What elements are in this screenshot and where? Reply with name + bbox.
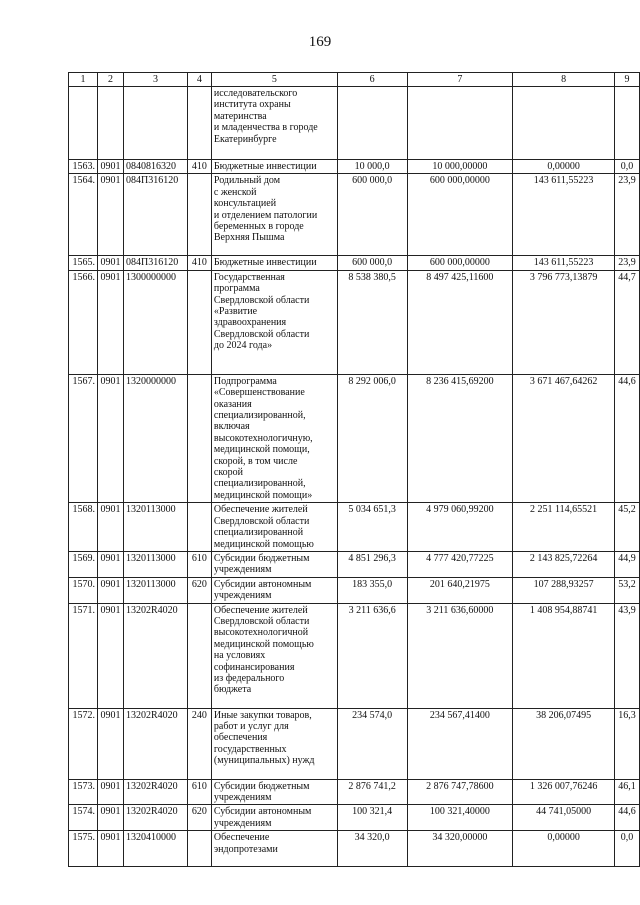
- plan-amount-cell: 2 876 741,2: [337, 779, 407, 805]
- item-name-cell: Субсидии автономным учреждениям: [211, 805, 337, 831]
- target-code-cell: 1320410000: [123, 831, 187, 867]
- plan-amount-cell: 600 000,0: [337, 256, 407, 270]
- section-code-cell: 0901: [97, 174, 123, 256]
- expense-type-cell: 240: [187, 708, 211, 779]
- executed-amount-cell: 1 408 954,88741: [513, 603, 615, 708]
- approved-amount-cell: [407, 87, 513, 160]
- approved-amount-cell: 4 777 420,77225: [407, 551, 513, 577]
- expense-type-cell: 620: [187, 577, 211, 603]
- item-name-cell: Субсидии бюджетным учреждениям: [211, 779, 337, 805]
- percent-cell: [614, 87, 639, 160]
- section-code-cell: 0901: [97, 831, 123, 867]
- column-header-4: 4: [187, 73, 211, 87]
- expense-type-cell: 410: [187, 256, 211, 270]
- row-number-cell: 1565.: [69, 256, 98, 270]
- section-code-cell: 0901: [97, 805, 123, 831]
- approved-amount-cell: 234 567,41400: [407, 708, 513, 779]
- plan-amount-cell: 10 000,0: [337, 160, 407, 174]
- expense-type-cell: 610: [187, 779, 211, 805]
- column-header-9: 9: [614, 73, 639, 87]
- table-row: [69, 256, 640, 270]
- section-code-cell: 0901: [97, 577, 123, 603]
- target-code-cell: 1320113000: [123, 577, 187, 603]
- item-name-cell: Обеспечение эндопротезами: [211, 831, 337, 867]
- plan-amount-cell: 34 320,0: [337, 831, 407, 867]
- target-code-cell: 13202R4020: [123, 805, 187, 831]
- approved-amount-cell: 201 640,21975: [407, 577, 513, 603]
- column-header-8: 8: [513, 73, 615, 87]
- column-header-5: 5: [211, 73, 337, 87]
- expense-type-cell: [187, 270, 211, 374]
- item-name-cell: исследовательского института охраны материнства и младенчества в городе Екатеринбурге: [211, 87, 337, 160]
- column-header-2: 2: [97, 73, 123, 87]
- item-name-cell: Бюджетные инвестиции: [211, 256, 337, 270]
- row-number-cell: 1568.: [69, 503, 98, 552]
- executed-amount-cell: 143 611,55223: [513, 174, 615, 256]
- item-name-cell: Иные закупки товаров, работ и услуг для обеспечения государственных (муниципальных) нужд: [211, 708, 337, 779]
- percent-cell: 16,3: [614, 708, 639, 779]
- item-name-cell: Субсидии автономным учреждениям: [211, 577, 337, 603]
- target-code-cell: 1320113000: [123, 551, 187, 577]
- target-code-cell: 0840816320: [123, 160, 187, 174]
- percent-cell: 44,6: [614, 805, 639, 831]
- plan-amount-cell: 100 321,4: [337, 805, 407, 831]
- table-row: [69, 270, 640, 374]
- section-code-cell: 0901: [97, 603, 123, 708]
- plan-amount-cell: 8 292 006,0: [337, 374, 407, 502]
- target-code-cell: 084П316120: [123, 256, 187, 270]
- target-code-cell: 13202R4020: [123, 779, 187, 805]
- executed-amount-cell: 143 611,55223: [513, 256, 615, 270]
- percent-cell: 45,2: [614, 503, 639, 552]
- item-name-cell: Государственная программа Свердловской области «Развитие здравоохранения Свердловской области до 2024 года»: [211, 270, 337, 374]
- plan-amount-cell: 183 355,0: [337, 577, 407, 603]
- expense-type-cell: [187, 503, 211, 552]
- target-code-cell: 1320113000: [123, 503, 187, 552]
- section-code-cell: 0901: [97, 779, 123, 805]
- target-code-cell: 1300000000: [123, 270, 187, 374]
- table-row: [69, 708, 640, 779]
- percent-cell: 46,1: [614, 779, 639, 805]
- table-row: [69, 174, 640, 256]
- row-number-cell: 1569.: [69, 551, 98, 577]
- percent-cell: 43,9: [614, 603, 639, 708]
- percent-cell: 44,9: [614, 551, 639, 577]
- section-code-cell: 0901: [97, 551, 123, 577]
- section-code-cell: 0901: [97, 270, 123, 374]
- approved-amount-cell: 3 211 636,60000: [407, 603, 513, 708]
- row-number-cell: 1570.: [69, 577, 98, 603]
- percent-cell: 44,6: [614, 374, 639, 502]
- target-code-cell: 1320000000: [123, 374, 187, 502]
- executed-amount-cell: 0,00000: [513, 160, 615, 174]
- table-row: [69, 779, 640, 805]
- percent-cell: 44,7: [614, 270, 639, 374]
- section-code-cell: [97, 87, 123, 160]
- executed-amount-cell: 2 251 114,65521: [513, 503, 615, 552]
- expense-type-cell: 620: [187, 805, 211, 831]
- approved-amount-cell: 600 000,00000: [407, 256, 513, 270]
- approved-amount-cell: 100 321,40000: [407, 805, 513, 831]
- column-header-6: 6: [337, 73, 407, 87]
- expense-type-cell: [187, 174, 211, 256]
- section-code-cell: 0901: [97, 503, 123, 552]
- table-row: [69, 831, 640, 867]
- table-row: [69, 551, 640, 577]
- item-name-cell: Субсидии бюджетным учреждениям: [211, 551, 337, 577]
- section-code-cell: 0901: [97, 374, 123, 502]
- row-number-cell: 1563.: [69, 160, 98, 174]
- expense-type-cell: 410: [187, 160, 211, 174]
- item-name-cell: Бюджетные инвестиции: [211, 160, 337, 174]
- row-number-cell: [69, 87, 98, 160]
- plan-amount-cell: [337, 87, 407, 160]
- plan-amount-cell: 5 034 651,3: [337, 503, 407, 552]
- row-number-cell: 1574.: [69, 805, 98, 831]
- table-row: [69, 374, 640, 502]
- expense-type-cell: [187, 831, 211, 867]
- target-code-cell: 084П316120: [123, 174, 187, 256]
- table-header: [69, 73, 640, 87]
- approved-amount-cell: 4 979 060,99200: [407, 503, 513, 552]
- column-header-7: 7: [407, 73, 513, 87]
- plan-amount-cell: 234 574,0: [337, 708, 407, 779]
- row-number-cell: 1567.: [69, 374, 98, 502]
- approved-amount-cell: 2 876 747,78600: [407, 779, 513, 805]
- target-code-cell: [123, 87, 187, 160]
- table-body: [69, 87, 640, 867]
- percent-cell: 0,0: [614, 160, 639, 174]
- plan-amount-cell: 8 538 380,5: [337, 270, 407, 374]
- executed-amount-cell: 107 288,93257: [513, 577, 615, 603]
- row-number-cell: 1573.: [69, 779, 98, 805]
- plan-amount-cell: 600 000,0: [337, 174, 407, 256]
- percent-cell: 23,9: [614, 256, 639, 270]
- section-code-cell: 0901: [97, 256, 123, 270]
- approved-amount-cell: 600 000,00000: [407, 174, 513, 256]
- approved-amount-cell: 8 497 425,11600: [407, 270, 513, 374]
- percent-cell: 23,9: [614, 174, 639, 256]
- header-row: [69, 73, 640, 87]
- page-number: 169: [308, 34, 332, 50]
- column-header-1: 1: [69, 73, 98, 87]
- budget-table: [68, 72, 640, 867]
- plan-amount-cell: 4 851 296,3: [337, 551, 407, 577]
- table-row: [69, 87, 640, 160]
- executed-amount-cell: 3 796 773,13879: [513, 270, 615, 374]
- row-number-cell: 1566.: [69, 270, 98, 374]
- expense-type-cell: [187, 374, 211, 502]
- section-code-cell: 0901: [97, 708, 123, 779]
- table-row: [69, 577, 640, 603]
- executed-amount-cell: 1 326 007,76246: [513, 779, 615, 805]
- row-number-cell: 1564.: [69, 174, 98, 256]
- column-header-3: 3: [123, 73, 187, 87]
- expense-type-cell: 610: [187, 551, 211, 577]
- item-name-cell: Обеспечение жителей Свердловской области высокотехнологичной медицинской помощью на условиях софинансирования из федерального бюджета: [211, 603, 337, 708]
- executed-amount-cell: [513, 87, 615, 160]
- plan-amount-cell: 3 211 636,6: [337, 603, 407, 708]
- table-row: [69, 603, 640, 708]
- section-code-cell: 0901: [97, 160, 123, 174]
- executed-amount-cell: 0,00000: [513, 831, 615, 867]
- percent-cell: 53,2: [614, 577, 639, 603]
- executed-amount-cell: 44 741,05000: [513, 805, 615, 831]
- expense-type-cell: [187, 87, 211, 160]
- executed-amount-cell: 2 143 825,72264: [513, 551, 615, 577]
- item-name-cell: Обеспечение жителей Свердловской области специализированной медицинской помощью: [211, 503, 337, 552]
- target-code-cell: 13202R4020: [123, 708, 187, 779]
- percent-cell: 0,0: [614, 831, 639, 867]
- approved-amount-cell: 10 000,00000: [407, 160, 513, 174]
- row-number-cell: 1571.: [69, 603, 98, 708]
- table-row: [69, 160, 640, 174]
- table-row: [69, 805, 640, 831]
- approved-amount-cell: 34 320,00000: [407, 831, 513, 867]
- item-name-cell: Родильный дом с женской консультацией и отделением патологии беременных в городе Верхняя Пышма: [211, 174, 337, 256]
- expense-type-cell: [187, 603, 211, 708]
- row-number-cell: 1575.: [69, 831, 98, 867]
- approved-amount-cell: 8 236 415,69200: [407, 374, 513, 502]
- executed-amount-cell: 38 206,07495: [513, 708, 615, 779]
- executed-amount-cell: 3 671 467,64262: [513, 374, 615, 502]
- row-number-cell: 1572.: [69, 708, 98, 779]
- target-code-cell: 13202R4020: [123, 603, 187, 708]
- table-row: [69, 503, 640, 552]
- item-name-cell: Подпрограмма «Совершенствование оказания специализированной, включая высокотехнологичную, медицинской помощи, скорой, в том числе скорой специализированной, медицинской помощи»: [211, 374, 337, 502]
